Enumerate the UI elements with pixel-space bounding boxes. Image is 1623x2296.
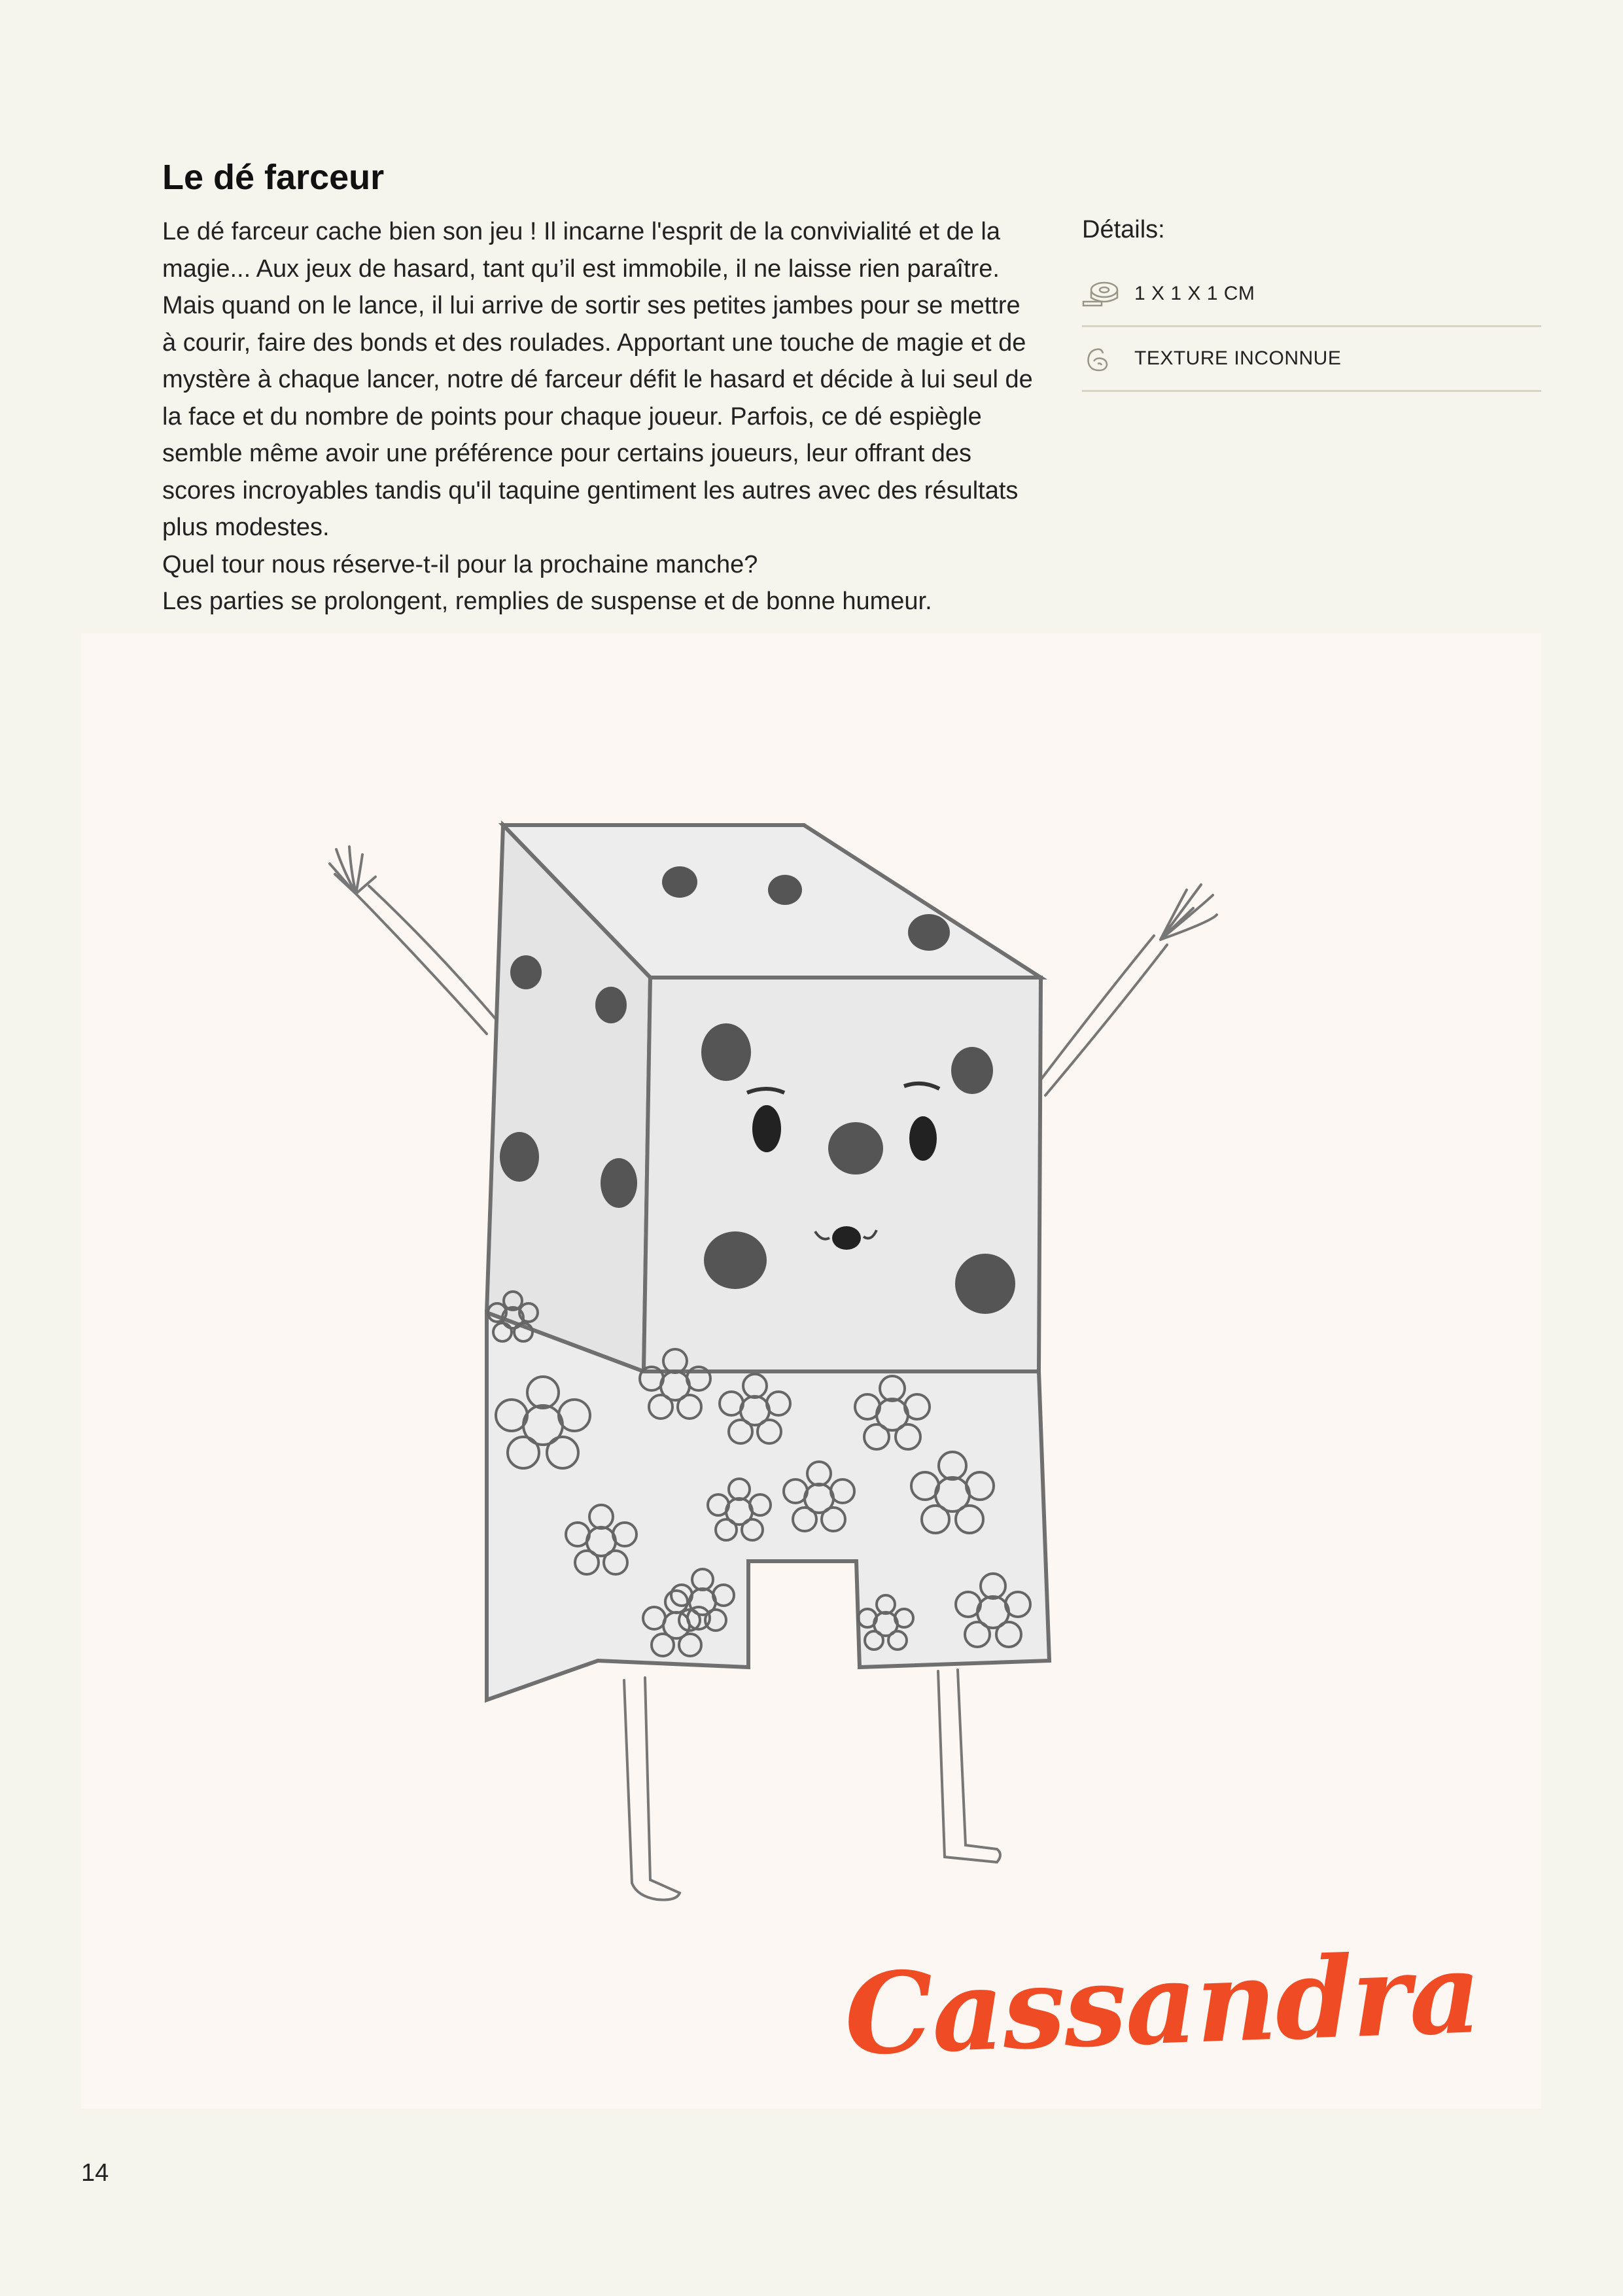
- detail-texture: [1082, 327, 1541, 392]
- details-panel: [1082, 216, 1541, 392]
- detail-dimensions: [1082, 262, 1541, 327]
- artist-signature: Cassandra: [842, 1928, 1482, 2081]
- description-question: Quel tour nous réserve-t-il pour la prochaine manche?: [162, 550, 758, 578]
- description-closing: Les parties se prolongent, remplies de suspense et de bonne humeur.: [162, 588, 932, 615]
- description-paragraph: Le dé farceur cache bien son jeu ! Il incarne l'esprit de la convivialité et de la magie... Aux jeux de hasard, tant qu’il est immobile, il ne laisse rien paraître. Mais quand on le lance, il lui arrive de sortir ses petites jambes pour se mettre à courir, faire des bonds et des roulades. Apportant une touche de magie et de mystère à chaque lancer, notre dé farceur défit le hasard et décide à lui seul de la face et du nombre de points pour chaque joueur. Parfois, ce dé espiègle semble même avoir une préférence pour certains joueurs, leur offrant des scores incroyables tandis qu'il taquine gentiment les autres avec des résultats plus modestes.: [162, 218, 1033, 541]
- page-title: Le dé farceur: [162, 158, 385, 197]
- page-number: 14: [81, 2159, 109, 2187]
- detail-texture-text: TEXTURE INCONNUE: [1134, 347, 1342, 369]
- measuring-tape-icon: [1082, 279, 1121, 308]
- illustration-panel: [81, 633, 1541, 2109]
- description-text: [162, 213, 1039, 620]
- details-heading: Détails:: [1082, 216, 1165, 243]
- detail-dimensions-text: 1 X 1 X 1 CM: [1134, 283, 1255, 304]
- dice-character-drawing: [81, 633, 1541, 2109]
- texture-hand-icon: [1082, 344, 1121, 373]
